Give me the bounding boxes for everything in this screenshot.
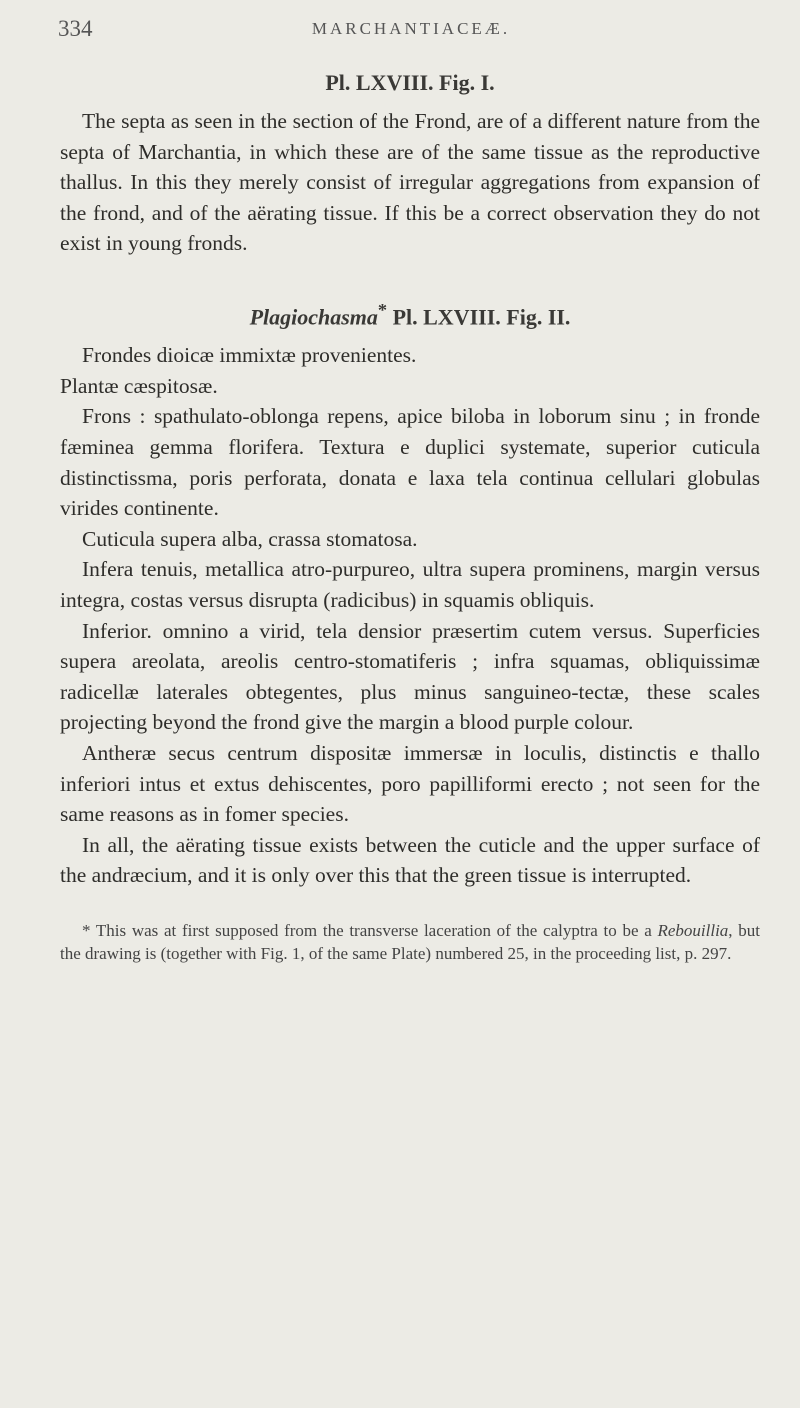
page-number: 334 — [58, 16, 93, 41]
footnote — [60, 919, 760, 965]
figure-heading-2 — [60, 295, 760, 332]
genus-name: Plagiochasma — [249, 304, 378, 330]
figure-heading-1: Pl. LXVIII. Fig. I. — [325, 70, 495, 95]
paragraph-plantae: Plantæ cæspitosæ. — [60, 373, 218, 398]
body-text — [60, 60, 760, 965]
paragraph-septa: The septa as seen in the section of the Frond, are of a different nature from the septa of Marchantia, in which these are of the same tissue as the reproductive thallus. In this they merely consist of irregular aggregations from expansion of the frond, and of the aërating tissue. If this be a correct observation they do not exist in young fronds. — [60, 109, 760, 256]
paragraph-frons: Frons : spathulato-oblonga repens, apice biloba in loborum sinu ; in fronde fæminea gemma florifera. Textura e duplici systemate, superior cuticula distinctissma, poris perforata, donata e laxa tela continua cellulari globulas virides continente. — [60, 404, 760, 521]
figure-heading-2-rest: Pl. LXVIII. Fig. II. — [387, 304, 571, 330]
running-title: MARCHANTIACEÆ. — [311, 19, 511, 38]
paragraph-cuticula: Cuticula supera alba, crassa stomatosa. — [82, 526, 418, 551]
paragraph-frondes: Frondes dioicæ immixtæ provenientes. — [82, 343, 417, 368]
paragraph-infera: Infera tenuis, metallica atro-purpureo, ultra supera prominens, margin versus integra, costas versus disrupta (radicibus) in squamis obliquis. — [60, 557, 760, 613]
paragraph-aerating-tissue: In all, the aërating tissue exists between the cuticle and the upper surface of the andræcium, and it is only over this that the green tissue is interrupted. — [60, 832, 760, 888]
footnote-marker-bottom: * — [82, 920, 91, 940]
footnote-genus: Rebouillia — [657, 920, 729, 940]
footnote-text-after: , but the drawing is (together with Fig. 1, of the same Plate) numbered 25, in the proceeding list, p. 297. — [60, 920, 760, 963]
running-head — [58, 16, 764, 46]
paragraph-antherae: Antheræ secus centrum dispositæ immersæ in loculis, distinctis e thallo inferiori intus et extus dehiscentes, poro papilliformi erecto ; not seen for the same reasons as in fomer species. — [60, 741, 760, 827]
paragraph-inferior: Inferior. omnino a virid, tela densior præsertim cutem versus. Superficies supera areolata, areolis centro-stomatiferis ; infra squamas, obliquissimæ radicellæ laterales obtegentes, plus minus sanguineo-tectæ, these scales projecting beyond the frond give the margin a blood purple colour. — [60, 618, 760, 735]
footnote-text-before: This was at first supposed from the transverse laceration of the calyptra to be a — [90, 920, 658, 940]
footnote-marker: * — [377, 299, 388, 320]
